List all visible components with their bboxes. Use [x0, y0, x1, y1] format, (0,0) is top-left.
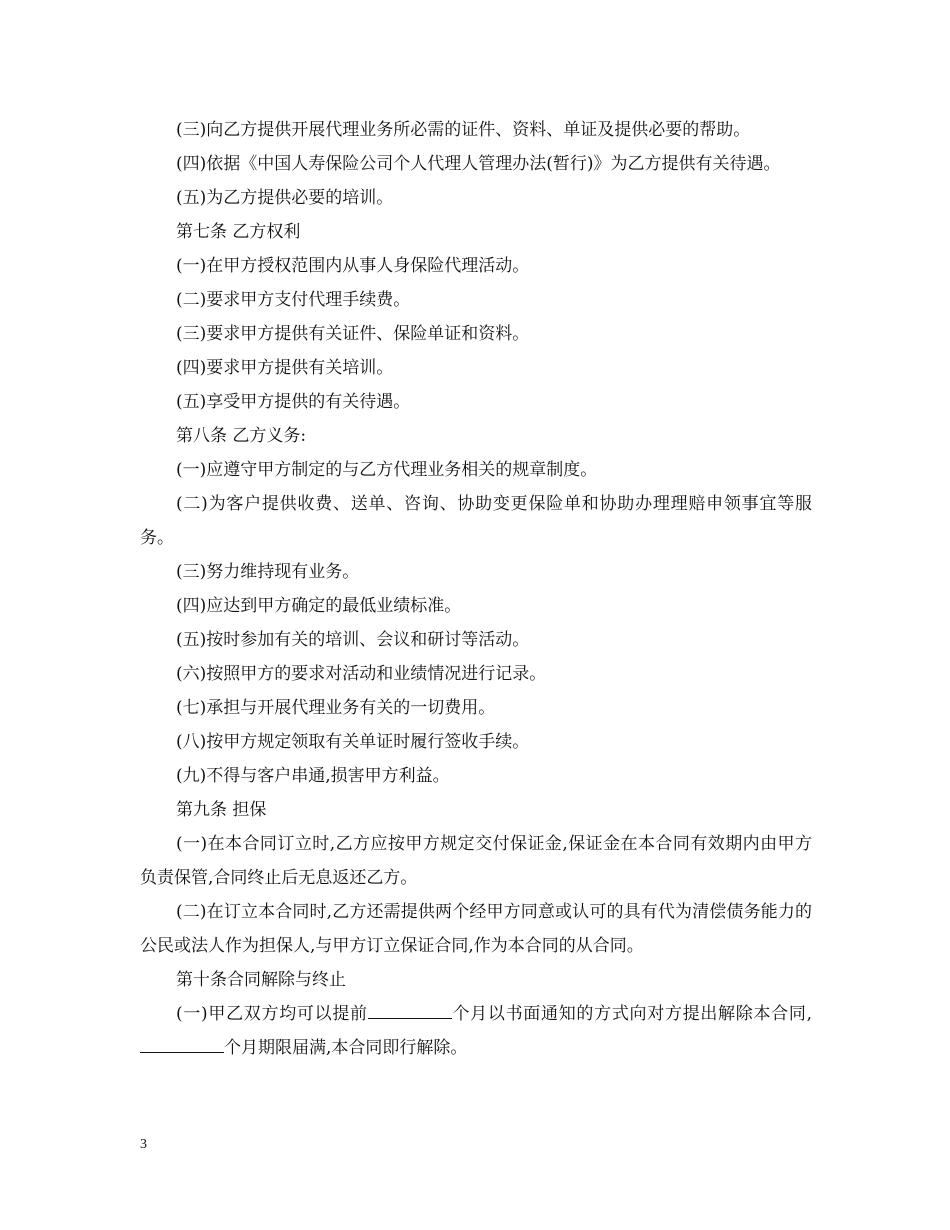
article-7-heading: 第七条 乙方权利 [176, 222, 301, 242]
blank-field-months-term [140, 1032, 224, 1053]
termination-text-part2: 个月以书面通知的方式向对方提出解除本合同, [451, 1004, 812, 1024]
paragraph-2: (四)依据《中国人寿保险公司个人代理人管理办法(暂行)》为乙方提供有关待遇。 [176, 154, 781, 174]
paragraph-1: (三)向乙方提供开展代理业务所必需的证件、资料、单证及提供必要的帮助。 [176, 120, 751, 140]
paragraph-19: (九)不得与客户串通,损害甲方利益。 [176, 766, 450, 786]
paragraph-3: (五)为乙方提供必要的培训。 [176, 188, 394, 208]
termination-text-part1: (一)甲乙双方均可以提前 [176, 1004, 368, 1024]
document-body [140, 113, 812, 1065]
page-number: 3 [140, 1137, 147, 1152]
termination-text-part3: 个月期限届满,本合同即行解除。 [224, 1038, 468, 1058]
paragraph-16: (六)按照甲方的要求对活动和业绩情况进行记录。 [176, 664, 547, 684]
paragraph-8: (四)要求甲方提供有关培训。 [176, 358, 394, 378]
paragraph-11: (一)应遵守甲方制定的与乙方代理业务相关的规章制度。 [176, 460, 598, 480]
paragraph-12: (二)为客户提供收费、送单、咨询、协助变更保险单和协助办理理赔申领事宜等服务。 [140, 494, 812, 548]
blank-field-months-notice [368, 998, 452, 1019]
paragraph-14: (四)应达到甲方确定的最低业绩标准。 [176, 596, 462, 616]
termination-paragraph [140, 997, 812, 1065]
paragraph-13: (三)努力维持现有业务。 [176, 562, 360, 582]
paragraph-5: (一)在甲方授权范围内从事人身保险代理活动。 [176, 256, 530, 276]
paragraph-15: (五)按时参加有关的培训、会议和研讨等活动。 [176, 630, 530, 650]
paragraph-7: (三)要求甲方提供有关证件、保险单证和资料。 [176, 324, 530, 344]
paragraph-9: (五)享受甲方提供的有关待遇。 [176, 392, 411, 412]
paragraph-18: (八)按甲方规定领取有关单证时履行签收手续。 [176, 732, 530, 752]
paragraph-22: (二)在订立本合同时,乙方还需提供两个经甲方同意或认可的具有代为清偿债务能力的公民或法人作为担保人,与甲方订立保证合同,作为本合同的从合同。 [140, 902, 812, 956]
paragraph-17: (七)承担与开展代理业务有关的一切费用。 [176, 698, 496, 718]
article-10-heading: 第十条合同解除与终止 [176, 970, 346, 990]
article-8-heading: 第八条 乙方义务: [176, 426, 307, 446]
paragraph-6: (二)要求甲方支付代理手续费。 [176, 290, 411, 310]
paragraph-21: (一)在本合同订立时,乙方应按甲方规定交付保证金,保证金在本合同有效期内由甲方负责保管,合同终止后无息返还乙方。 [140, 834, 812, 888]
article-9-heading: 第九条 担保 [176, 800, 267, 820]
